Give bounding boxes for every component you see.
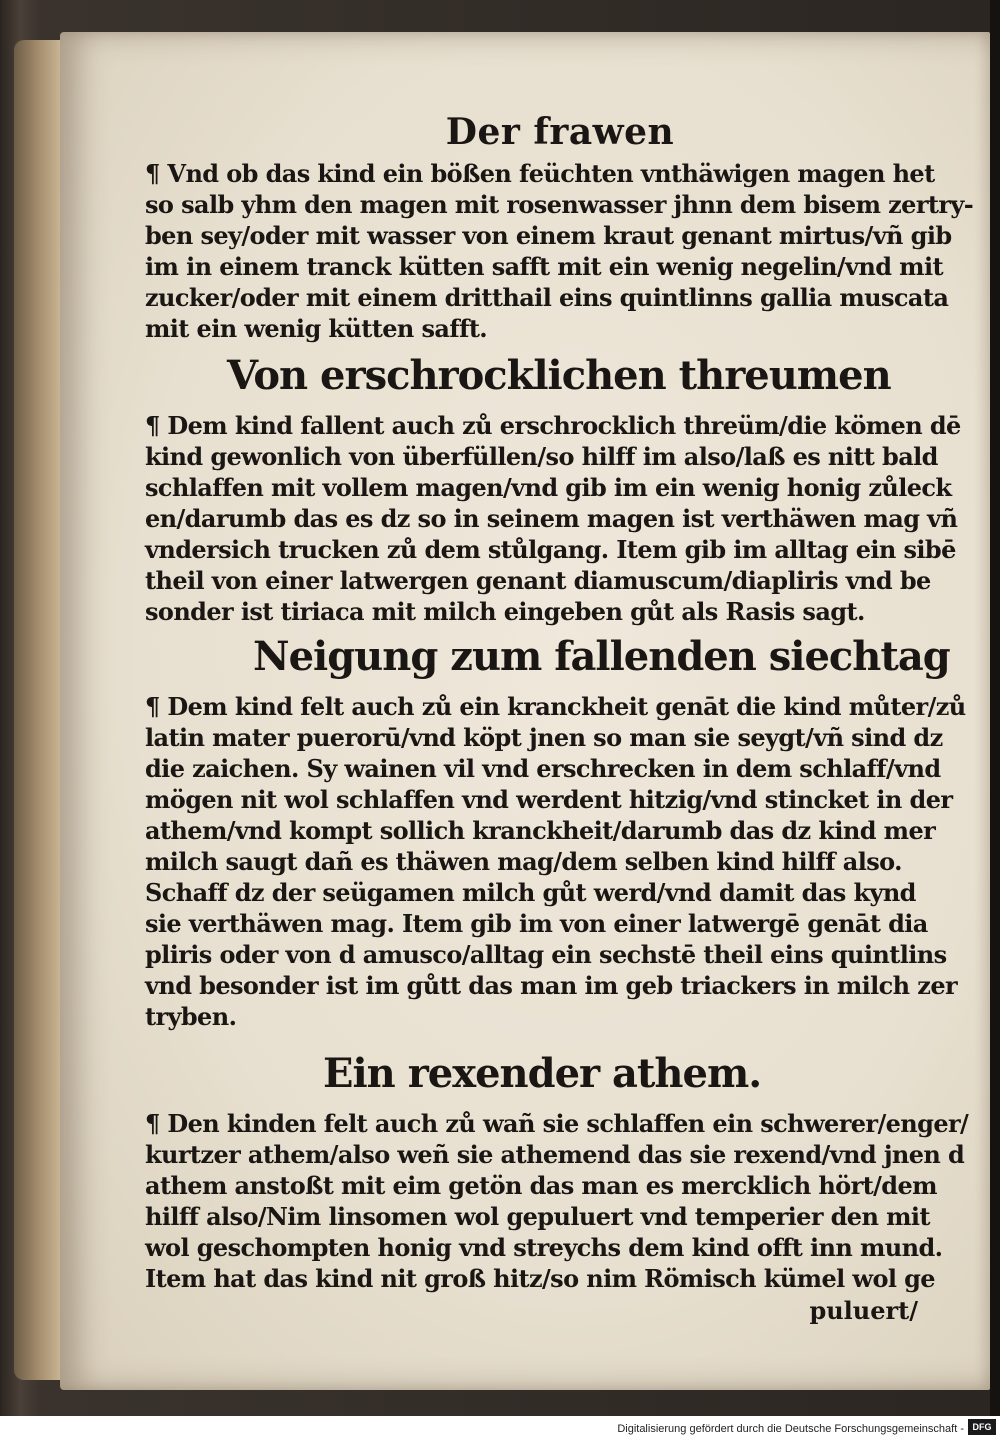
text-line: hilff also/Nim linsomen wol gepuluert vnd temperier den mit (145, 1202, 930, 1231)
text-line: die zaichen. Sy wainen vil vnd erschrecken in dem schlaff/vnd (145, 754, 941, 783)
catchword: puluert/ (809, 1296, 918, 1325)
section-heading: Von erschrocklichen threumen (227, 352, 891, 399)
text-line: ¶ Den kinden felt auch zů wañ sie schlaffen ein schwerer/enger/ (145, 1109, 969, 1138)
footer-bar (0, 1416, 1000, 1438)
text-line: mögen nit wol schlaffen vnd werdent hitzig/vnd stincket in der (145, 785, 953, 814)
text-line: pliris oder von d amusco/alltag ein sechstē theil eins quintlins (145, 940, 947, 969)
page-text (145, 110, 974, 1294)
text-line: ben sey/oder mit wasser von einem kraut genant mirtus/vñ gib (145, 221, 952, 250)
section-heading: Ein rexender athem. (323, 1050, 762, 1097)
text-line: zucker/oder mit einem dritthail eins quintlinns gallia muscata (145, 283, 949, 312)
dfg-logo: DFG (968, 1419, 996, 1435)
text-line: ¶ Dem kind felt auch zů ein kranckheit genāt die kind můter/zů (145, 692, 966, 721)
running-header: Der frawen (445, 111, 675, 153)
paragraph-1 (145, 158, 974, 344)
text-line: so salb yhm den magen mit rosenwasser jhnn dem bisem zertry- (145, 190, 974, 219)
scan-border (990, 0, 1000, 1438)
text-line: sonder ist tiriaca mit milch eingeben gůt als Rasis sagt. (145, 597, 865, 626)
text-line: Schaff dz der seügamen milch gůt werd/vnd damit das kynd (145, 878, 916, 907)
text-line: ¶ Vnd ob das kind ein bößen feüchten vnthäwigen magen het (145, 159, 935, 188)
paragraph-2 (145, 410, 961, 627)
text-line: vndersich trucken zů dem stůlgang. Item gib im alltag ein sibē (145, 535, 956, 564)
text-line: milch saugt dañ es thäwen mag/dem selben kind hilff also. (145, 847, 902, 876)
text-line: en/darumb das es dz so in seinem magen ist verthäwen mag vñ (145, 504, 958, 533)
text-line: schlaffen mit vollem magen/vnd gib im ein wenig honig zůleck (145, 473, 952, 502)
paragraph-3 (145, 691, 966, 1032)
text-line: vnd besonder ist im gůtt das man im geb triackers in milch zer (145, 971, 958, 1000)
text-line: sie verthäwen mag. Item gib im von einer latwergē genāt dia (145, 909, 928, 938)
text-line: kurtzer athem/also weñ sie athemend das sie rexend/vnd jnen d (145, 1140, 965, 1169)
section-heading: Neigung zum fallenden siechtag (253, 633, 950, 680)
text-line: wol geschompten honig vnd streychs dem kind offt inn mund. (145, 1233, 943, 1262)
text-line: Item hat das kind nit groß hitz/so nim Römisch kümel wol ge (145, 1264, 935, 1293)
text-line: im in einem tranck kütten safft mit ein wenig negelin/vnd mit (145, 252, 943, 281)
text-line: latin mater puerorū/vnd köpt jnen so man sie seygt/vñ sind dz (145, 723, 943, 752)
funding-credit: Digitalisierung gefördert durch die Deutsche Forschungsgemeinschaft - (617, 1423, 964, 1435)
text-line: theil von einer latwergen genant diamuscum/diapliris vnd be (145, 566, 931, 595)
text-line: kind gewonlich von überfüllen/so hilff im also/laß es nitt bald (145, 442, 938, 471)
text-line: ¶ Dem kind fallent auch zů erschrocklich threüm/die kömen dē (145, 411, 961, 440)
text-line: athem/vnd kompt sollich kranckheit/darumb das dz kind mer (145, 816, 936, 845)
text-line: tryben. (145, 1002, 237, 1031)
text-line: athem anstoßt mit eim getön das man es mercklich hört/dem (145, 1171, 937, 1200)
text-line: mit ein wenig kütten safft. (145, 314, 488, 343)
paragraph-4 (145, 1108, 969, 1294)
